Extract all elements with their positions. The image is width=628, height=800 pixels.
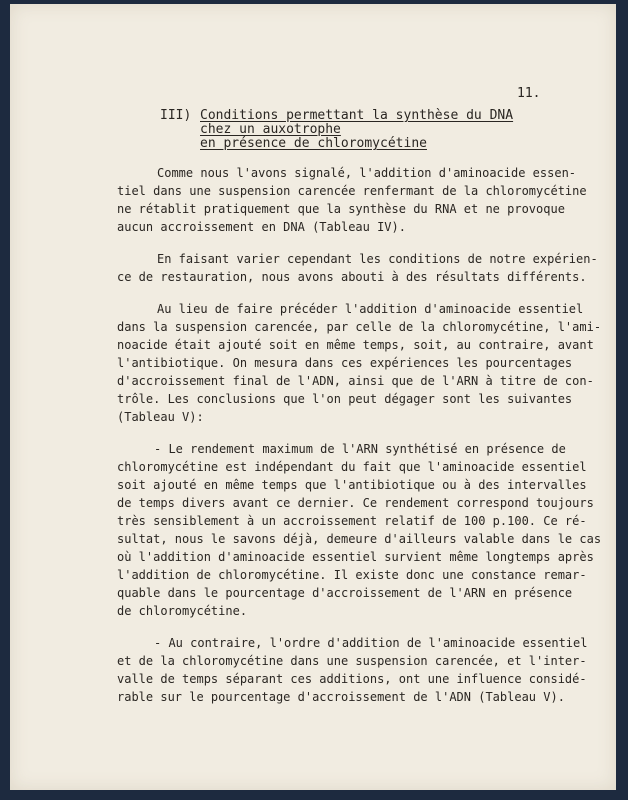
text-line: de temps divers avant ce dernier. Ce rendement correspond toujours — [117, 496, 594, 510]
text-line: et de la chloromycétine dans une suspension carencée, et l'inter- — [117, 654, 587, 668]
text-line: - Au contraire, l'ordre d'addition de l'aminoacide essentiel — [154, 636, 588, 650]
text-line: valle de temps séparant ces additions, ont une influence considé- — [117, 672, 587, 686]
text-line: l'antibiotique. On mesura dans ces expériences les pourcentages — [117, 356, 573, 370]
text-line: tiel dans une suspension carencée renfermant de la chloromycétine — [117, 184, 587, 198]
section-title — [200, 109, 513, 151]
document-page — [10, 4, 616, 790]
text-line: ce de restauration, nous avons abouti à des résultats différents. — [117, 270, 587, 284]
text-line: soit ajouté en même temps que l'antibiotique ou à des intervalles — [117, 478, 587, 492]
text-line: très sensiblement à un accroissement relatif de 100 p.100. Ce ré- — [117, 514, 587, 528]
body-text — [117, 164, 602, 720]
text-line: aucun accroissement en DNA (Tableau IV). — [117, 220, 406, 234]
list-paragraph — [117, 634, 597, 706]
text-line: noacide était ajouté soit en même temps, soit, au contraire, avant — [117, 338, 594, 352]
text-line: (Tableau V): — [117, 410, 204, 424]
page-number: 11. — [517, 86, 541, 101]
text-line: - Le rendement maximum de l'ARN synthétisé en présence de — [154, 442, 566, 456]
text-line: d'accroissement final de l'ADN, ainsi que de l'ARN à titre de con- — [117, 374, 594, 388]
text-line: Comme nous l'avons signalé, l'addition d'aminoacide essen- — [157, 166, 577, 180]
section-title-line: Conditions permettant la synthèse du DNA — [200, 108, 514, 123]
text-line: l'addition de chloromycétine. Il existe donc une constance remar- — [117, 568, 587, 582]
paragraph — [117, 164, 597, 236]
list-paragraph — [117, 440, 602, 620]
text-line: chloromycétine est indépendant du fait que l'aminoacide essentiel — [117, 460, 587, 474]
text-line: où l'addition d'aminoacide essentiel survient même longtemps après — [117, 550, 594, 564]
section-number: III) — [160, 108, 192, 123]
text-line: dans la suspension carencée, par celle de la chloromycétine, l'ami- — [117, 320, 602, 334]
text-line: ne rétablit pratiquement que la synthèse du RNA et ne provoque — [117, 202, 565, 216]
text-line: quable dans le pourcentage d'accroissement de l'ARN en présence — [117, 586, 573, 600]
paragraph — [117, 250, 597, 286]
section-title-line: en présence de chloromycétine — [200, 136, 427, 151]
text-line: sultat, nous le savons déjà, demeure d'ailleurs valable dans le cas — [117, 532, 602, 546]
text-line: rable sur le pourcentage d'accroissement de l'ADN (Tableau V). — [117, 690, 565, 704]
text-line: En faisant varier cependant les conditions de notre expérien- — [157, 252, 598, 266]
text-line: de chloromycétine. — [117, 604, 248, 618]
text-line: Au lieu de faire précéder l'addition d'aminoacide essentiel — [157, 302, 584, 316]
paragraph — [117, 300, 602, 426]
section-title-line: chez un auxotrophe — [200, 122, 341, 137]
text-line: trôle. Les conclusions que l'on peut dégager sont les suivantes — [117, 392, 573, 406]
